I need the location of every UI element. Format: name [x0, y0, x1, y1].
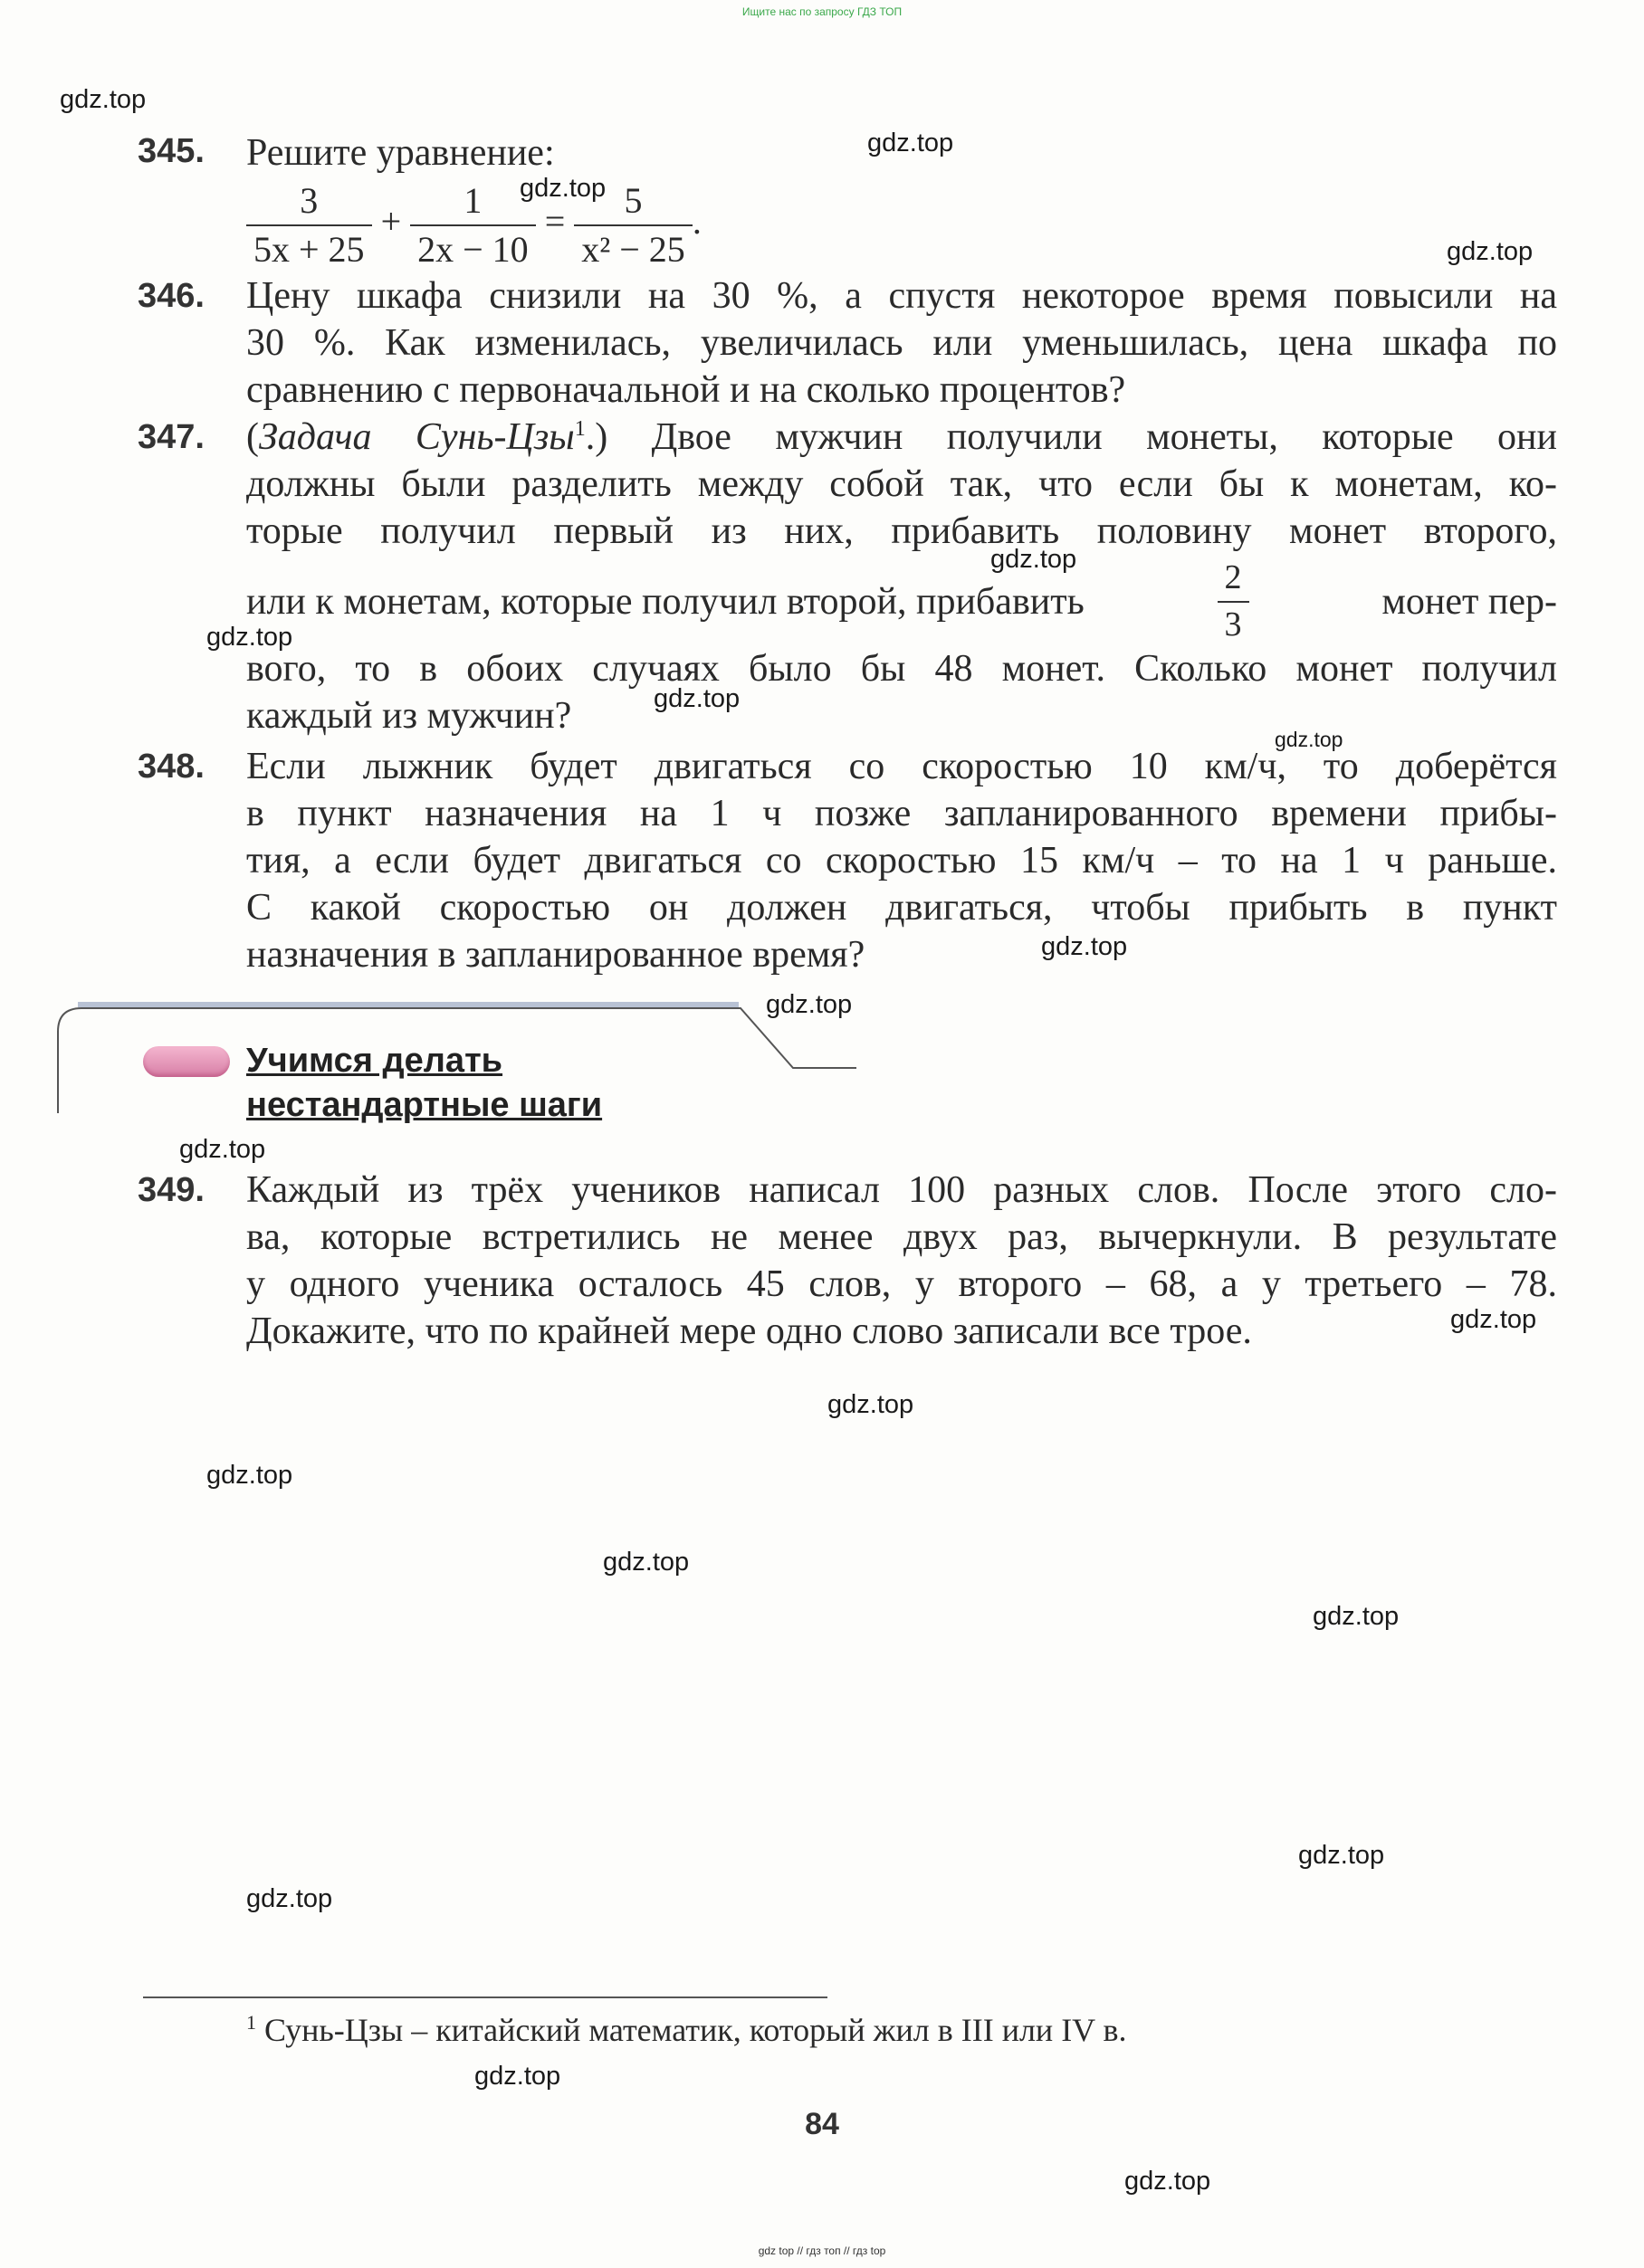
watermark: gdz.top: [60, 85, 147, 114]
frac2-denominator: 2x − 10: [417, 229, 529, 270]
problem-346-number: 346.: [138, 277, 205, 315]
problem-347-line-3: торые получил первый из них, прибавить половину монет второго,: [246, 510, 1557, 552]
fraction-numerator: 2: [1218, 559, 1249, 603]
watermark: gdz.top: [766, 990, 853, 1019]
watermark: gdz.top: [867, 129, 954, 157]
watermark: gdz.top: [827, 1390, 914, 1419]
footnote-marker: 1: [246, 2011, 256, 2034]
frac1-denominator: 5x + 25: [253, 229, 365, 270]
problem-348-line-2: в пункт назначения на 1 ч позже запланированного времени прибы-: [246, 793, 1557, 834]
footnote-divider: [143, 1996, 827, 1998]
frac1-numerator: 3: [246, 181, 372, 226]
problem-347-line-2: должны были разделить между собой так, что если бы к монетам, ко-: [246, 463, 1557, 505]
problem-349-line-1: Каждый из трёх учеников написал 100 разных слов. После этого сло-: [246, 1169, 1557, 1211]
section-title-line-2: нестандартные шаги: [246, 1086, 603, 1125]
watermark: gdz.top: [206, 1461, 293, 1490]
frac3-numerator: 5: [574, 181, 693, 226]
problem-345-text: Решите уравнение:: [246, 132, 555, 174]
problem-346-line-3: сравнению с первоначальной и на сколько процентов?: [246, 369, 1126, 411]
watermark: gdz.top: [474, 2062, 561, 2091]
paren-open: (: [246, 416, 259, 458]
equation-period: .: [692, 201, 702, 243]
problem-348-line-4: С какой скоростью он должен двигаться, чтобы прибыть в пункт: [246, 887, 1557, 929]
equation-345: [246, 181, 702, 270]
watermark: gdz.top: [206, 623, 293, 652]
problem-346-line-2: 30 %. Как изменилась, увеличилась или уменьшилась, цена шкафа по: [246, 322, 1557, 364]
section-pill-icon: [143, 1046, 230, 1077]
frac3-denominator: x² − 25: [581, 229, 685, 270]
fraction-two-thirds: [1218, 559, 1249, 644]
problem-349-line-2: ва, которые встретились не менее двух раз, вычеркнули. В результате: [246, 1216, 1557, 1258]
watermark: gdz.top: [1041, 932, 1128, 961]
problem-347-title: Задача Сунь-Цзы: [259, 416, 575, 458]
problem-347-line-5: вого, то в обоих случаях было бы 48 монет. Сколько монет получил: [246, 648, 1557, 690]
problem-348-number: 348.: [138, 748, 205, 786]
watermark: gdz.top: [520, 174, 607, 203]
footnote-ref: 1: [574, 417, 586, 441]
watermark: gdz.top: [1450, 1305, 1537, 1334]
problem-347-number: 347.: [138, 418, 205, 456]
watermark: gdz.top: [179, 1135, 266, 1164]
problem-347-line-6: каждый из мужчин?: [246, 695, 572, 737]
watermark: gdz.top: [1313, 1602, 1400, 1631]
fraction-denominator: 3: [1224, 605, 1242, 643]
problem-349-line-3: у одного ученика осталось 45 слов, у второго – 68, а у третьего – 78.: [246, 1263, 1557, 1305]
section-title: [246, 1039, 602, 1129]
problem-347-line-1-rest: .) Двое мужчин получили монеты, которые они: [585, 416, 1557, 458]
problem-348-line-1: Если лыжник будет двигаться со скоростью 10 км/ч, то доберётся: [246, 746, 1557, 787]
section-title-line-1: Учимся делать: [246, 1042, 503, 1080]
problem-347-line-4-end: монет пер-: [1381, 580, 1557, 623]
frac2-numerator: 1: [410, 181, 536, 226]
equals-sign: =: [544, 201, 566, 243]
problem-349-number: 349.: [138, 1171, 205, 1209]
problem-347-line-1: [246, 418, 1557, 456]
problem-348-line-3: тия, а если будет двигаться со скоростью 15 км/ч – то на 1 ч раньше.: [246, 840, 1557, 881]
page-number: 84: [805, 2107, 839, 2141]
watermark: gdz.top: [1275, 728, 1343, 751]
watermark: gdz.top: [246, 1884, 333, 1913]
watermark: gdz.top: [654, 684, 741, 713]
watermark: gdz.top: [1447, 237, 1534, 266]
watermark: gdz.top: [1298, 1841, 1385, 1870]
problem-349-line-4: Докажите, что по крайней мере одно слово записали все трое.: [246, 1310, 1252, 1352]
problem-346-line-1: Цену шкафа снизили на 30 %, а спустя некоторое время повысили на: [246, 275, 1557, 317]
watermark: gdz.top: [990, 545, 1077, 574]
problem-347-line-4-start: или к монетам, которые получил второй, прибавить: [246, 580, 1085, 623]
problem-345-number: 345.: [138, 132, 205, 170]
footnote: [246, 2011, 1127, 2049]
problem-347-line-4: [246, 559, 1557, 644]
bottom-banner: gdz top // гдз топ // гдз top: [758, 2244, 886, 2257]
watermark: gdz.top: [603, 1548, 690, 1577]
footnote-text: Сунь-Цзы – китайский математик, который жил в III или IV в.: [264, 2012, 1127, 2048]
top-banner: Ищите нас по запросу ГДЗ ТОП: [741, 5, 903, 18]
plus-sign: +: [380, 201, 402, 243]
problem-348-line-5: назначения в запланированное время?: [246, 934, 865, 976]
watermark: gdz.top: [1124, 2167, 1211, 2196]
